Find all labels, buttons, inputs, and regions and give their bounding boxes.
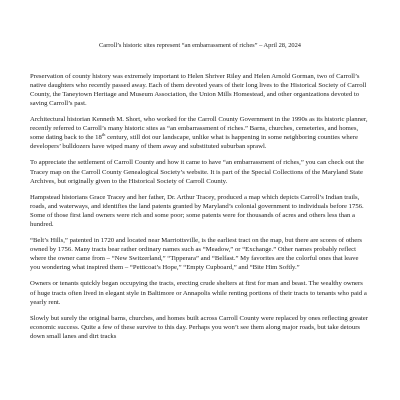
ordinal-suffix: th [101, 132, 106, 138]
paragraph-architectural-historian [30, 115, 370, 151]
paragraph-tracey-map: To appreciate the settlement of Carroll County and how it came to have “an embarrassment of riches,” you can check out the Tracey map on the Carroll County Genealogical Society’s website. It is part of the Special Collections of the Maryland State Archives, but originally given to the Historical Society of Carroll County. [30, 159, 364, 185]
paragraph-slowly-surely: Slowly but surely the original barns, churches, and homes built across Carroll County were replaced by ones reflecting greater economic success. Quite a few of these survive to this day. Perhaps you won’t see them along major roads, but take detours down small lanes and dirt tracks [30, 314, 368, 340]
document-title: Carroll’s historic sites represent “an embarrassment of riches” – April 28, 2024 [99, 42, 301, 49]
paragraph-belts-hills: “Belt’s Hills,” patented in 1720 and located near Marriottsville, is the earliest tract on the map, but there are scores of others owned by 1756. Many tracts bear rather ordinary names such as “Meadow,” or “Exchange.” Other names probably reflect where the owner came from – “New Switzerland,” “Tipperara” and “Belfast.” My favorites are the colorful ones that leave you wondering what inspired them – “Petticoat’s Hope,” “Empty Cupboard,” and “Bite Him Softly.” [30, 237, 363, 272]
paragraph-preservation: Preservation of county history was extremely important to Helen Shriver Riley and Helen Arnold Gorman, two of Carroll’s native daughters who recently passed away. Each of them devoted years of their long lives to the Historical Society of Carroll County, the Taneytown Heritage and Museum Association, the Union Mills Homestead, and other organizations devoted to saving Carroll’s past. [30, 72, 367, 107]
paragraph-hampstead-historians: Hampstead historians Grace Tracey and her father, Dr. Arthur Tracey, produced a map which depicts Carroll’s Indian trails, roads, and waterways, and identifies the land patents granted by Maryland’s colonial government to individuals before 1756. Some of those first land owners were rich and some poor; some patents were for thousands of acres and others less than a hundred. [30, 193, 364, 228]
paragraph-architectural-historian-part2: century, still dot our landscape, unlike what is happening in some neighboring counties where developers’ bulldozers have wiped many of them away and substituted suburban sprawl. [30, 134, 358, 151]
paragraph-owners-tenants: Owners or tenants quickly began occupying the tracts, erecting crude shelters at first for man and beast. The wealthy owners of huge tracts often lived in elegant style in Baltimore or Annapolis while renting portions of their tracts to tenants who paid a yearly rent. [30, 280, 367, 306]
paragraph-architectural-historian-part1: Architectural historian Kenneth M. Short, who worked for the Carroll County Government in the 1990s as its historic planner, recently referred to Carroll’s many historic sites as “an embarrassment of riches.” Barns, churches, cemeteries, and homes, some dating back to the 18 [30, 116, 368, 142]
